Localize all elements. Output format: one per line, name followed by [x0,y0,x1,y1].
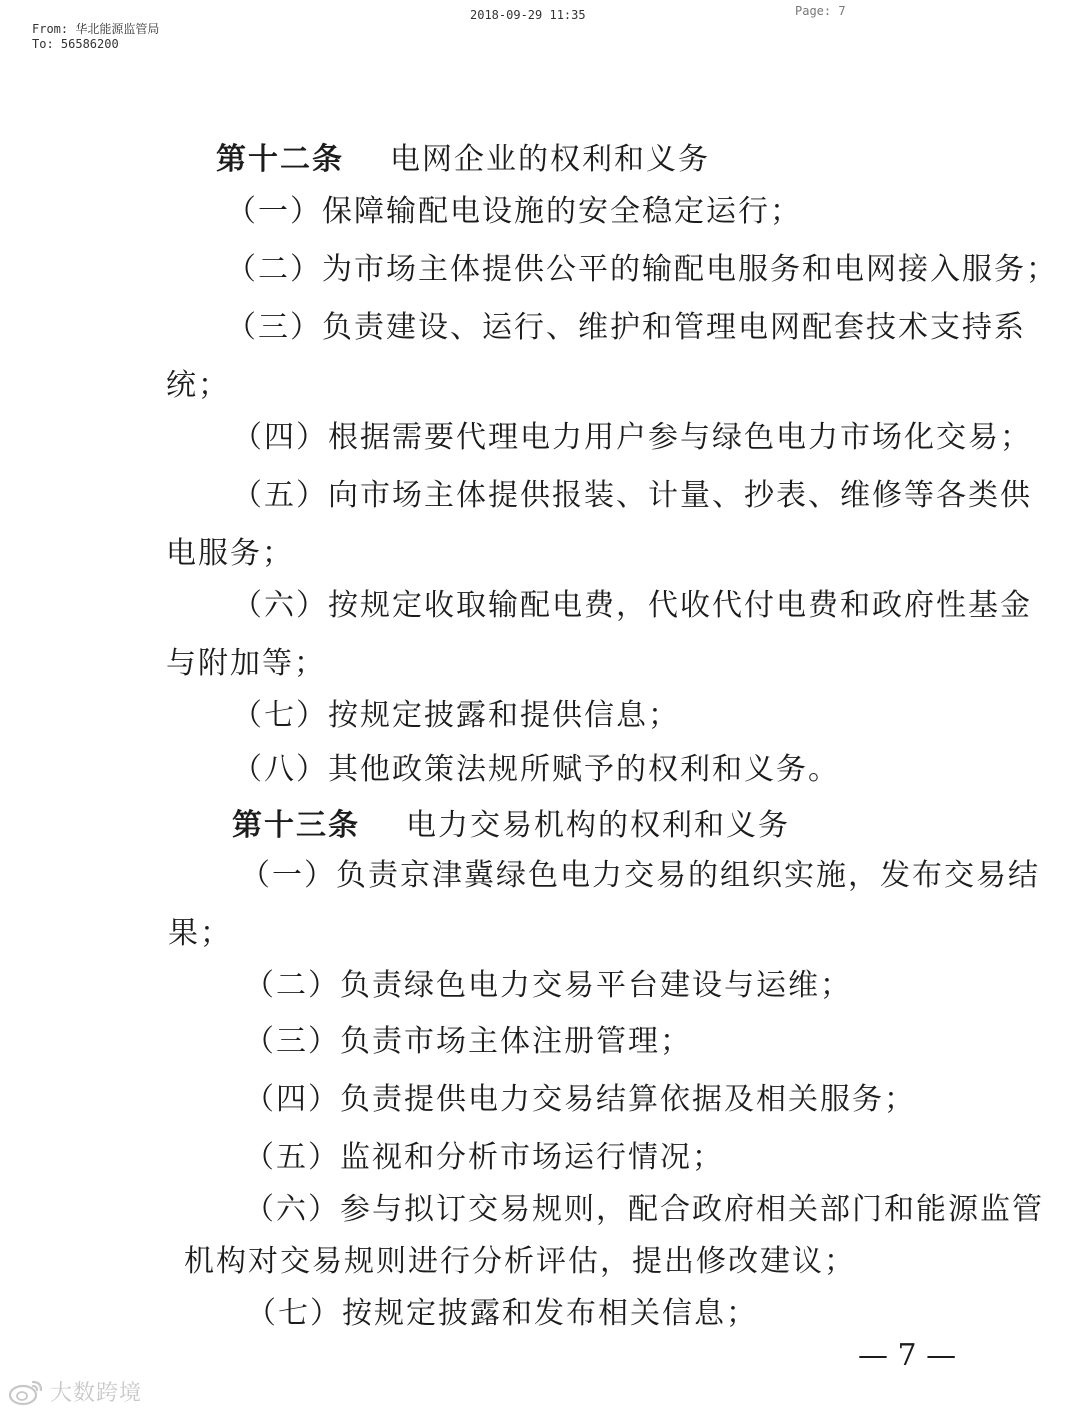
article-12-item-continuation: 统； [166,368,230,403]
fax-from-line: From: 华北能源监管局 [32,22,160,36]
fax-timestamp: 2018-09-29 11:35 [470,8,586,22]
article-13-number: 第十三条 [232,808,360,843]
article-12-item: （八）其他政策法规所赋予的权利和义务。 [232,752,840,787]
article-13-item: （五）监视和分析市场运行情况； [244,1140,724,1175]
article-13-item: （三）负责市场主体注册管理； [244,1024,692,1059]
weibo-logo-icon [6,1376,46,1406]
article-12-item-continuation: 与附加等； [166,646,326,681]
article-13-item: （七）按规定披露和发布相关信息； [246,1296,758,1331]
article-12-item: （一）保障输配电设施的安全稳定运行； [226,194,802,229]
article-12-heading [216,140,710,180]
article-13-item-continuation: 机构对交易规则进行分析评估，提出修改建议； [184,1244,856,1279]
article-12-item: （三）负责建设、运行、维护和管理电网配套技术支持系 [226,310,1026,345]
watermark-text: 大数跨境 [50,1380,143,1406]
article-12-title: 电网企业的权利和义务 [390,142,710,177]
article-12-item: （六）按规定收取输配电费，代收代付电费和政府性基金 [232,588,1032,623]
article-13-heading [232,806,790,846]
article-13-item: （二）负责绿色电力交易平台建设与运维； [244,968,852,1003]
article-12-item: （四）根据需要代理电力用户参与绿色电力市场化交易； [232,420,1032,455]
article-13-item: （六）参与拟订交易规则，配合政府相关部门和能源监管 [244,1192,1044,1227]
article-13-item-continuation: 果； [168,916,232,951]
article-12-number: 第十二条 [216,142,344,177]
article-13-title: 电力交易机构的权利和义务 [406,808,790,843]
fax-page-label: Page: 7 [795,4,846,18]
fax-to-line: To: 56586200 [32,37,119,51]
watermark [6,1374,142,1408]
page-number: — 7 — [858,1338,957,1373]
article-13-item: （四）负责提供电力交易结算依据及相关服务； [244,1082,916,1117]
article-13-item: （一）负责京津冀绿色电力交易的组织实施，发布交易结 [240,858,1040,893]
article-12-item: （七）按规定披露和提供信息； [232,698,680,733]
article-12-item: （二）为市场主体提供公平的输配电服务和电网接入服务； [226,252,1058,287]
article-12-item-continuation: 电服务； [166,536,294,571]
article-12-item: （五）向市场主体提供报装、计量、抄表、维修等各类供 [232,478,1032,513]
